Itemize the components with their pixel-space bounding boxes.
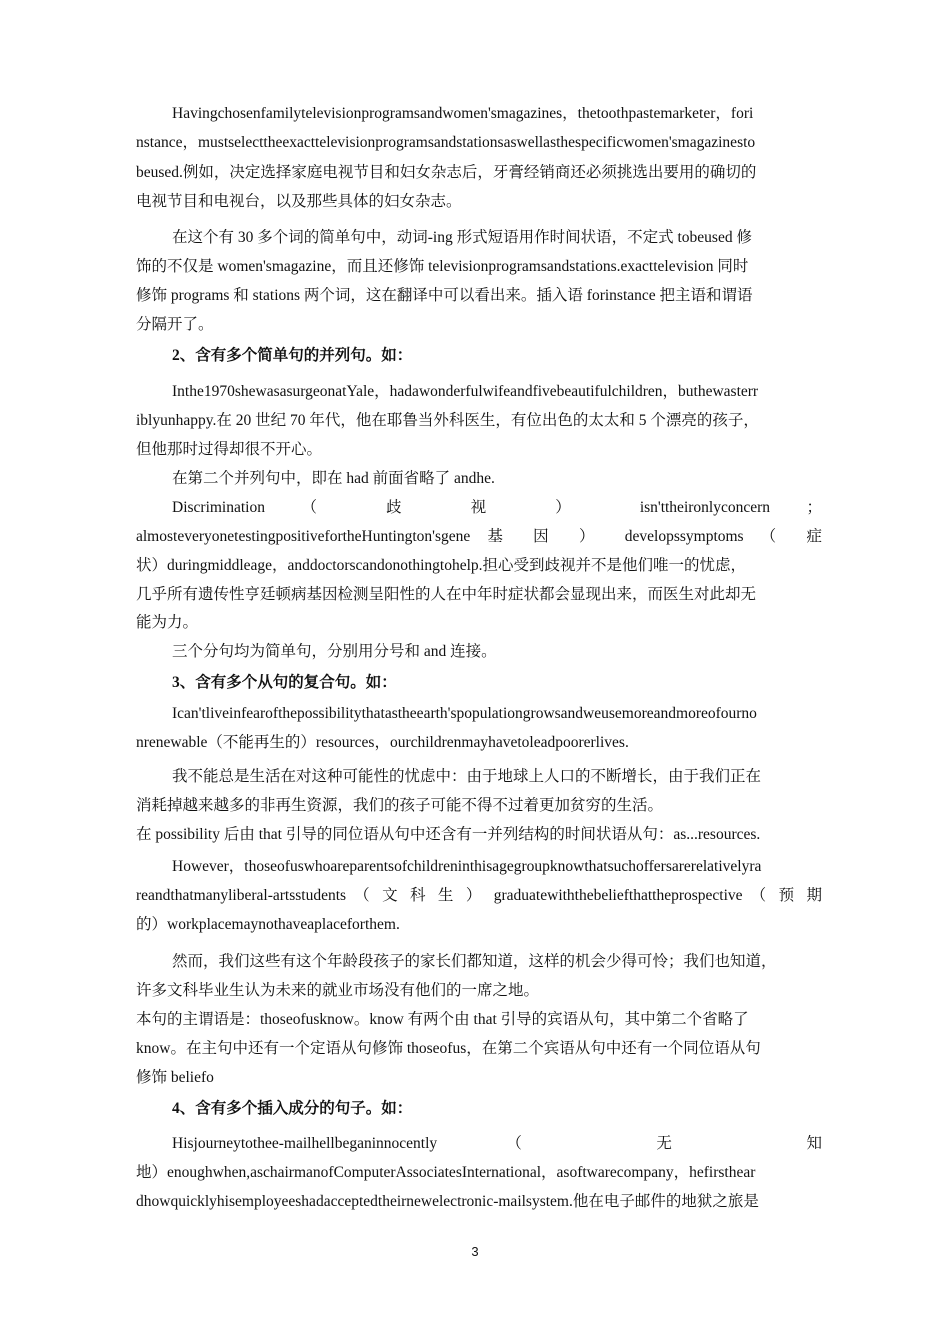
text-line: 许多文科毕业生认为未来的就业市场没有他们的一席之地。 [136, 982, 540, 999]
text-line: 但他那时过得却很不开心。 [136, 441, 323, 458]
text-line: 在 possibility 后由 that 引导的同位语从句中还含有一并列结构的时间状语从句：as...resources. [136, 826, 761, 843]
text-line: nrenewable（不能再生的）resources，ourchildrenmayhavetoleadpoorerlives. [136, 734, 629, 751]
text-line: nstance，mustselecttheexacttelevisionprogramsandstationsaswellasthespecificwomen'smagazinesto [136, 134, 756, 151]
text-line: 几乎所有遗传性亨廷顿病基因检测呈阳性的人在中年时症状都会显现出来，而医生对此却无 [136, 586, 757, 603]
text-line: Havingchosenfamilytelevisionprogramsandwomen'smagazines，thetoothpastemarketer，fori [172, 105, 754, 122]
text-line: 三个分句均为简单句，分别用分号和 and 连接。 [172, 643, 497, 660]
text-line: 电视节目和电视台，以及那些具体的妇女杂志。 [136, 193, 462, 210]
text-line: Ican'tliveinfearofthepossibilitythatastheearth'spopulationgrowsandweusemoreandmoreofourno [172, 705, 757, 722]
text-line: Hisjourneytothee-mailhellbeganinnocently （ 无 知 [172, 1135, 822, 1152]
text-line: 的）workplacemaynothaveaplaceforthem. [136, 916, 400, 933]
text-line: 状）duringmiddleage，anddoctorscandonothingtohelp.担心受到歧视并不是他们唯一的忧虑， [136, 557, 747, 574]
section-heading: 2、含有多个简单句的并列句。如： [172, 347, 413, 364]
text-line: know。在主句中还有一个定语从句修饰 thoseofus，在第二个宾语从句中还有一个同位语从句 [136, 1040, 761, 1057]
text-line: 在第二个并列句中，即在 had 前面省略了 andhe. [172, 470, 495, 487]
text-line: dhowquicklyhisemployeeshadacceptedtheirnewelectronic-mailsystem.他在电子邮件的地狱之旅是 [136, 1193, 759, 1210]
text-line: iblyunhappy.在 20 世纪 70 年代，他在耶鲁当外科医生，有位出色的太太和 5 个漂亮的孩子， [136, 412, 759, 429]
text-line: 在这个有 30 多个词的简单句中，动词-ing 形式短语用作时间状语，不定式 tobeused 修 [172, 229, 752, 246]
text-line: beused.例如，决定选择家庭电视节目和妇女杂志后，牙膏经销商还必须挑选出要用的确切的 [136, 164, 757, 181]
text-line: Inthe1970shewasasurgeonatYale，hadawonderfulwifeandfivebeautifulchildren，buthewasterr [172, 383, 759, 400]
text-line: 然而，我们这些有这个年龄段孩子的家长们都知道，这样的机会少得可怜；我们也知道， [172, 953, 777, 970]
text-line: 地）enoughwhen,aschairmanofComputerAssociatesInternational，asoftwarecompany，hefirsthear [136, 1164, 756, 1181]
text-line: Discrimination （ 歧 视 ） isn'ttheironlyconcern ； [172, 499, 822, 516]
text-line: 能为力。 [136, 614, 199, 631]
text-line: 我不能总是生活在对这种可能性的忧虑中：由于地球上人口的不断增长，由于我们正在 [172, 768, 762, 785]
text-line: almosteveryonetestingpositivefortheHuntington'sgene 基 因 ） developssymptoms （ 症 [136, 528, 822, 545]
text-line: 消耗掉越来越多的非再生资源，我们的孩子可能不得不过着更加贫穷的生活。 [136, 797, 664, 814]
text-line: 修饰 programs 和 stations 两个词，这在翻译中可以看出来。插入语 forinstance 把主语和谓语 [136, 287, 753, 304]
text-line: However，thoseofuswhoareparentsofchildreninthisagegroupknowthatsuchoffersarerelativelyra [172, 858, 762, 875]
section-heading: 3、含有多个从句的复合句。如： [172, 674, 397, 691]
text-line: 分隔开了。 [136, 316, 214, 333]
page-number: 3 [471, 1244, 479, 1259]
text-line: 本句的主谓语是：thoseofusknow。know 有两个由 that 引导的宾语从句，其中第二个省略了 [136, 1011, 749, 1028]
text-line: 饰的不仅是 women'smagazine，而且还修饰 televisionprogramsandstations.exacttelevision 同时 [136, 258, 749, 275]
section-heading: 4、含有多个插入成分的句子。如： [172, 1100, 413, 1117]
text-line: 修饰 beliefo [136, 1069, 214, 1086]
text-line: reandthatmanyliberal-artsstudents （ 文 科 生 ） graduatewiththebeliefthattheprospective （ 预 期 [136, 887, 822, 904]
